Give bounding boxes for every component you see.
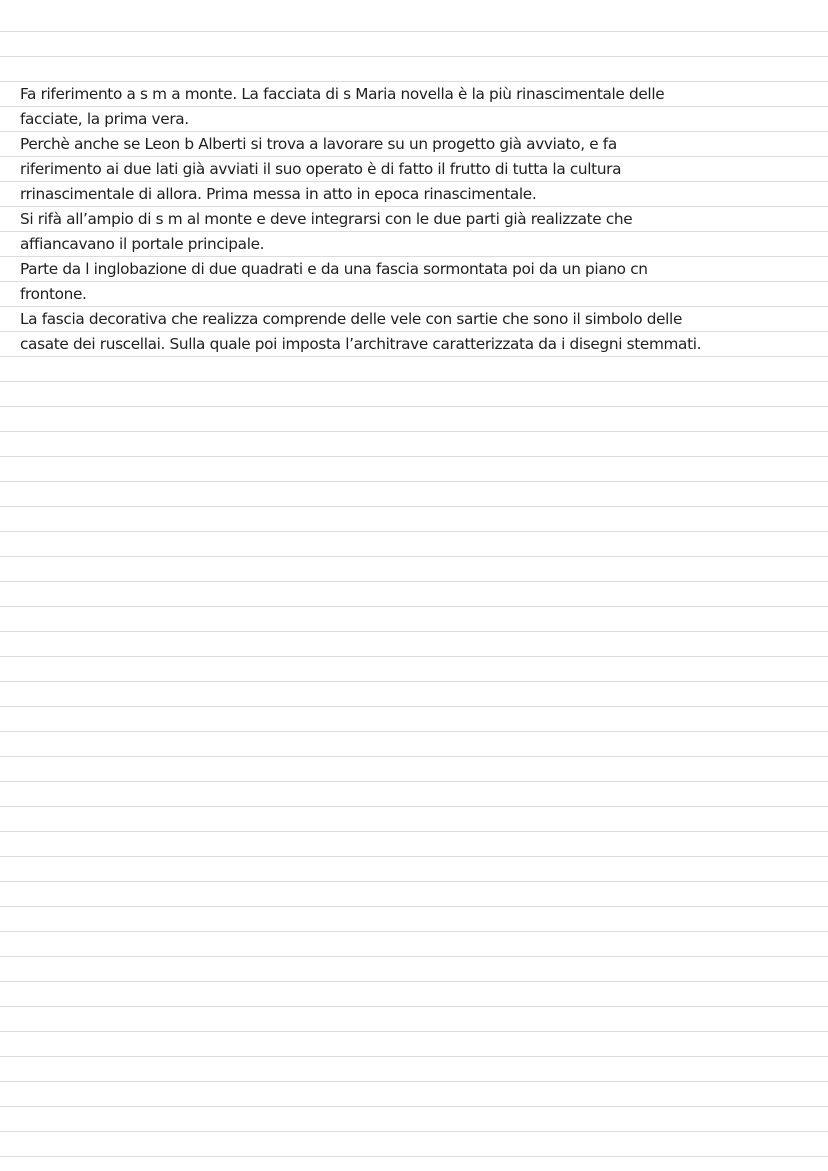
note-line-5: rrinascimentale di allora. Prima messa in atto in epoca rinascimentale. bbox=[20, 185, 537, 203]
note-line-7: affiancavano il portale principale. bbox=[20, 235, 265, 253]
note-line-4: riferimento ai due lati già avviati il suo operato è di fatto il frutto di tutta la cultura bbox=[20, 160, 622, 178]
handwritten-notes bbox=[20, 82, 810, 357]
note-line-2: facciate, la prima vera. bbox=[20, 110, 189, 128]
note-line-3: Perchè anche se Leon b Alberti si trova a lavorare su un progetto già avviato, e fa bbox=[20, 135, 617, 153]
note-line-9: frontone. bbox=[20, 285, 87, 303]
note-line-6: Si rifà all’ampio di s m al monte e deve integrarsi con le due parti già realizzate che bbox=[20, 210, 633, 228]
note-line-1: Fa riferimento a s m a monte. La facciata di s Maria novella è la più rinascimentale delle bbox=[20, 85, 665, 103]
note-line-11: casate dei ruscellai. Sulla quale poi imposta l’architrave caratterizzata da i disegni stemmati. bbox=[20, 335, 702, 353]
note-line-8: Parte da l inglobazione di due quadrati e da una fascia sormontata poi da un piano cn bbox=[20, 260, 648, 278]
note-line-10: La fascia decorativa che realizza comprende delle vele con sartie che sono il simbolo delle bbox=[20, 310, 683, 328]
